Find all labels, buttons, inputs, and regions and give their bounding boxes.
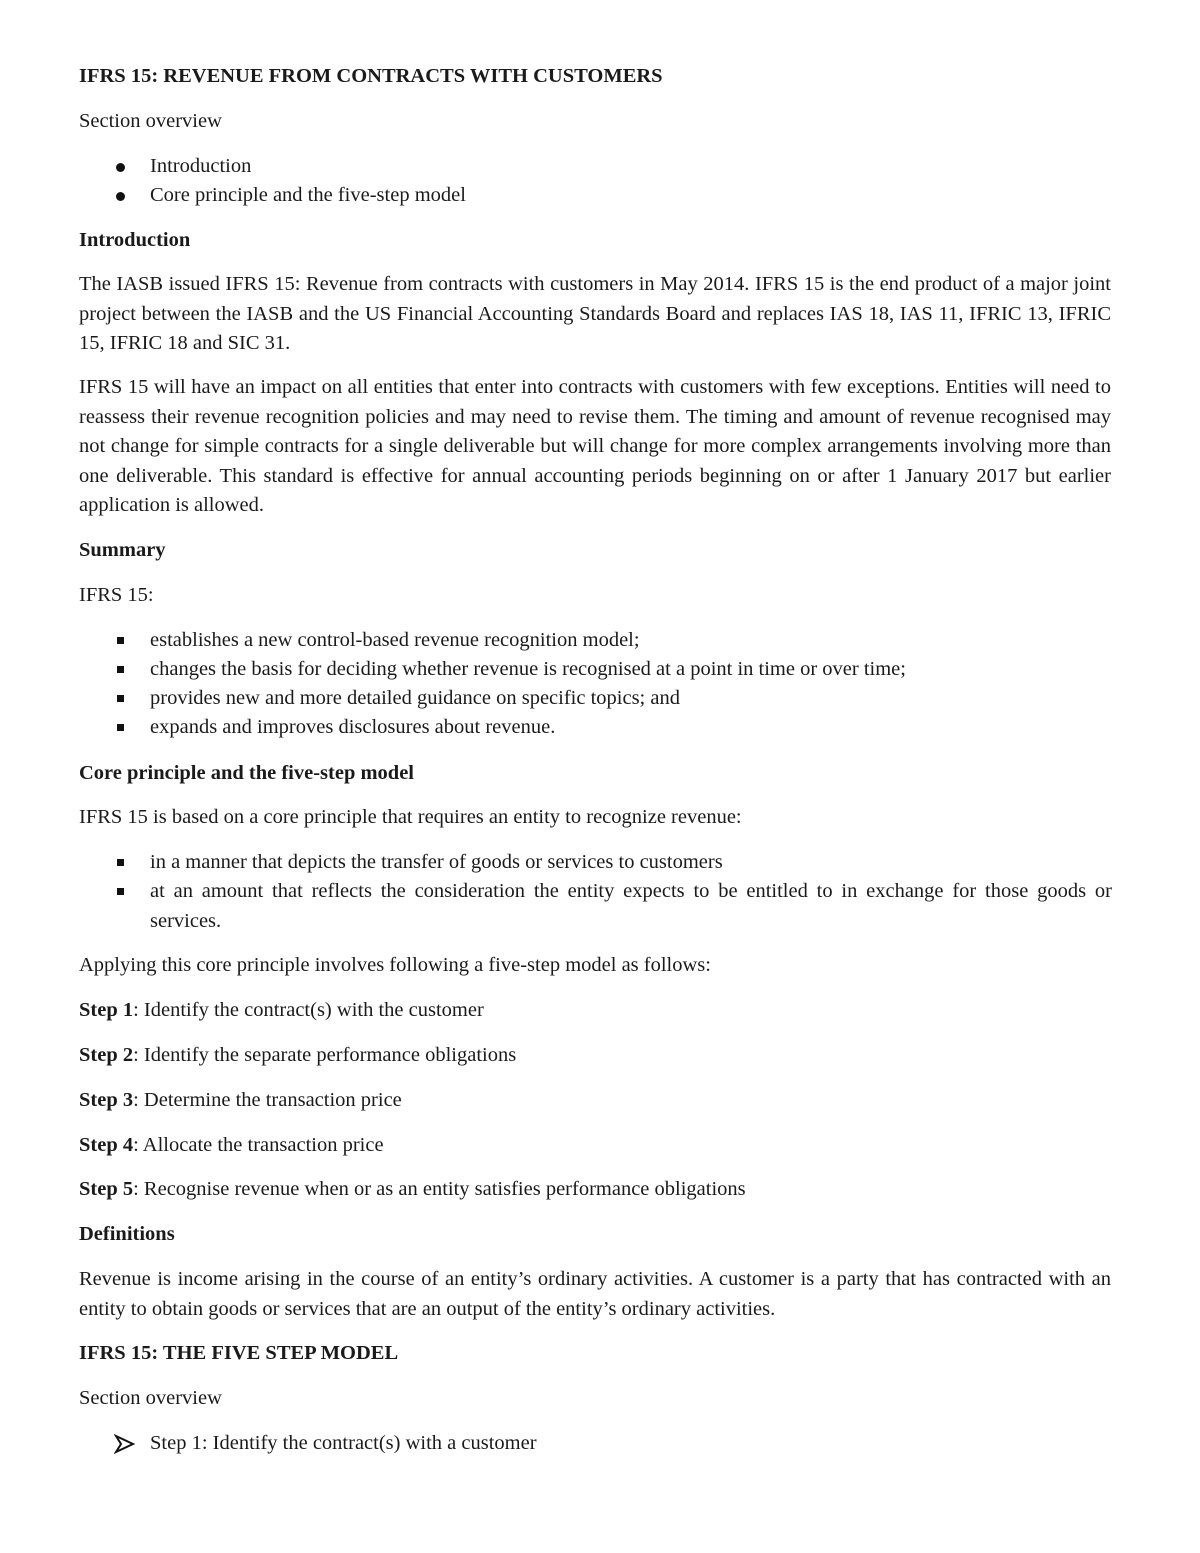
bullet-square-icon: [116, 684, 128, 714]
summary-lead: IFRS 15:: [79, 584, 154, 606]
bullet-square-icon: [116, 848, 128, 878]
core-principle-item: in a manner that depicts the transfer of goods or services to customers: [150, 848, 1112, 878]
document-title: IFRS 15: REVENUE FROM CONTRACTS WITH CUSTOMERS: [79, 65, 663, 87]
step-5: Step 5: Recognise revenue when or as an entity satisfies performance obligations: [79, 1178, 746, 1200]
bullet-dot-icon: [116, 181, 128, 211]
applying-core-principle-text: Applying this core principle involves following a five-step model as follows:: [79, 954, 711, 976]
arrow-bullet-icon: [114, 1429, 136, 1459]
core-principle-heading: Core principle and the five-step model: [79, 762, 414, 784]
step-4: Step 4: Allocate the transaction price: [79, 1134, 384, 1156]
step-1: Step 1: Identify the contract(s) with the customer: [79, 999, 484, 1021]
summary-heading: Summary: [79, 539, 166, 561]
bullet-square-icon: [116, 626, 128, 656]
summary-item: provides new and more detailed guidance on specific topics; and: [150, 684, 1112, 714]
five-step-section-overview-label: Section overview: [79, 1387, 222, 1409]
core-principle-lead: IFRS 15 is based on a core principle that requires an entity to recognize revenue:: [79, 806, 742, 828]
introduction-heading: Introduction: [79, 229, 191, 251]
step-2: Step 2: Identify the separate performance obligations: [79, 1044, 517, 1066]
definitions-heading: Definitions: [79, 1223, 175, 1245]
core-principle-item: at an amount that reflects the consideration the entity expects to be entitled to in exchange for those goods or services.: [150, 877, 1112, 936]
five-step-model-heading: IFRS 15: THE FIVE STEP MODEL: [79, 1342, 399, 1364]
summary-item: expands and improves disclosures about revenue.: [150, 713, 1112, 743]
introduction-paragraph-1: The IASB issued IFRS 15: Revenue from contracts with customers in May 2014. IFRS 15 is the end product of a major joint project between the IASB and the US Financial Accounting Standards Board and replaces IAS 18, IAS 11, IFRIC 13, IFRIC 15, IFRIC 18 and SIC 31.: [79, 273, 1111, 354]
bullet-square-icon: [116, 655, 128, 685]
five-step-overview-item: Step 1: Identify the contract(s) with a customer: [150, 1429, 1112, 1459]
bullet-square-icon: [116, 877, 128, 907]
section-overview-label: Section overview: [79, 110, 222, 132]
overview-item: Introduction: [150, 152, 1112, 182]
bullet-square-icon: [116, 713, 128, 743]
step-3: Step 3: Determine the transaction price: [79, 1089, 402, 1111]
summary-item: changes the basis for deciding whether revenue is recognised at a point in time or over time;: [150, 655, 1112, 685]
definitions-paragraph: Revenue is income arising in the course of an entity’s ordinary activities. A customer is a party that has contracted with an entity to obtain goods or services that are an output of the entity’s ordinary activities.: [79, 1268, 1111, 1320]
summary-item: establishes a new control-based revenue recognition model;: [150, 626, 1112, 656]
overview-item: Core principle and the five-step model: [150, 181, 1112, 211]
introduction-paragraph-2: IFRS 15 will have an impact on all entities that enter into contracts with customers with few exceptions. Entities will need to reassess their revenue recognition policies and may need to revise them. The timing and amount of revenue recognised may not change for simple contracts for a single deliverable but will change for more complex arrangements involving more than one deliverable. This standard is effective for annual accounting periods beginning on or after 1 January 2017 but earlier application is allowed.: [79, 376, 1111, 516]
bullet-dot-icon: [116, 152, 128, 182]
